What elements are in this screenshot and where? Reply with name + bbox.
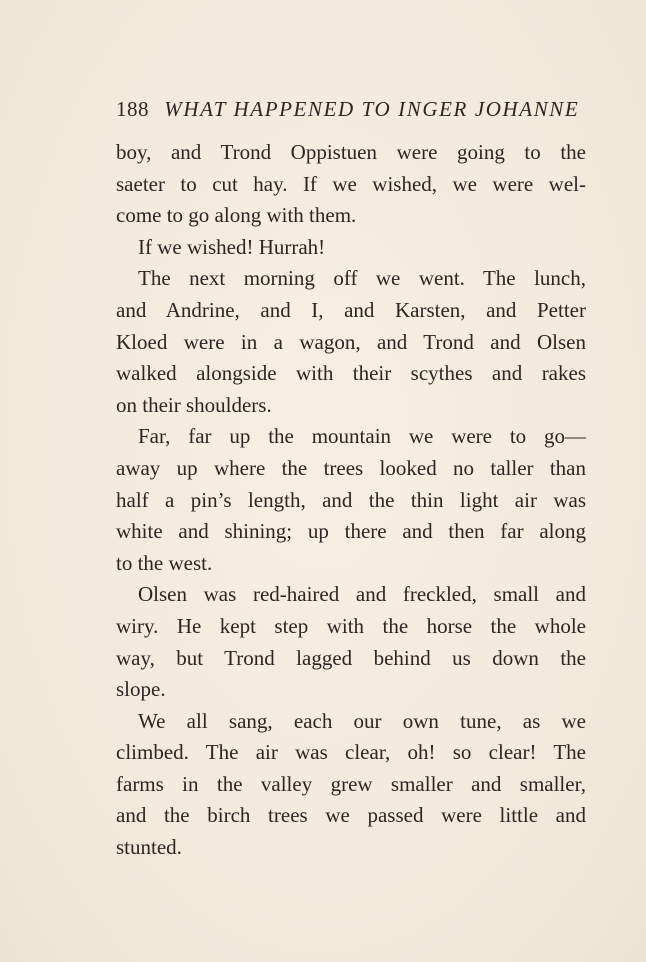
body-text xyxy=(116,137,586,864)
text-line: on their shoulders. xyxy=(116,392,272,417)
text-line: boy, and Trond Oppistuen were going to the xyxy=(116,140,586,164)
text-line: farms in the valley grew smaller and smaller, xyxy=(116,771,586,796)
text-line: white and shining; up there and then far along xyxy=(116,519,586,544)
text-line: and the birch trees we passed were little and xyxy=(116,803,586,828)
text-line: way, but Trond lagged behind us down the xyxy=(116,645,586,670)
text-line: stunted. xyxy=(116,835,182,860)
text-line: and Andrine, and I, and Karsten, and Petter xyxy=(116,297,586,322)
text-line: half a pin’s length, and the thin light air was xyxy=(116,487,586,512)
text-line: saeter to cut hay. If we wished, we were wel- xyxy=(116,171,586,196)
running-head: WHAT HAPPENED TO INGER JOHANNE xyxy=(164,97,580,121)
text-line: Kloed were in a wagon, and Trond and Olsen xyxy=(116,329,586,354)
text-line: to the west. xyxy=(116,550,213,575)
text-line: We all sang, each our own tune, as we xyxy=(138,708,586,733)
text-line: wiry. He kept step with the horse the whole xyxy=(116,613,586,638)
text-line: Olsen was red-haired and freckled, small and xyxy=(138,582,586,607)
text-line: slope. xyxy=(116,677,166,702)
text-line: Far, far up the mountain we were to go— xyxy=(138,424,586,449)
page-header xyxy=(116,96,586,122)
text-line: walked alongside with their scythes and rakes xyxy=(116,361,586,386)
text-line: If we wished! Hurrah! xyxy=(138,234,326,259)
page-number: 188 xyxy=(116,97,149,121)
text-line: away up where the trees looked no taller than xyxy=(116,455,586,480)
text-line: climbed. The air was clear, oh! so clear! The xyxy=(116,740,586,765)
text-line: The next morning off we went. The lunch, xyxy=(138,266,586,291)
text-line: come to go along with them. xyxy=(116,203,357,228)
